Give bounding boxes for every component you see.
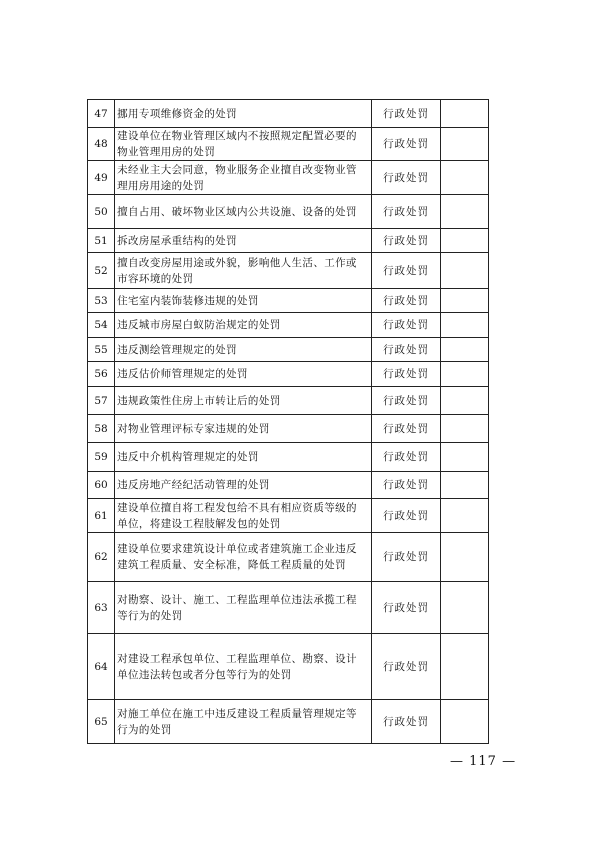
item-name: 对勘察、设计、施工、工程监理单位违法承揽工程等行为的处罚 [115, 582, 372, 634]
item-name: 建设单位在物业管理区域内不按照规定配置必要的物业管理用房的处罚 [115, 128, 372, 161]
power-type: 行政处罚 [372, 313, 440, 338]
empty-cell [440, 195, 488, 229]
power-type: 行政处罚 [372, 582, 440, 634]
empty-cell [440, 634, 488, 700]
item-name: 擅自改变房屋用途或外貌，影响他人生活、工作或市容环境的处罚 [115, 253, 372, 289]
row-number: 55 [88, 338, 115, 362]
power-type: 行政处罚 [372, 443, 440, 472]
table-row [88, 128, 489, 161]
power-type: 行政处罚 [372, 533, 440, 582]
page-number: — 117 — [450, 754, 517, 769]
table-row [88, 289, 489, 313]
empty-cell [440, 253, 488, 289]
item-name: 未经业主大会同意，物业服务企业擅自改变物业管理用房用途的处罚 [115, 161, 372, 195]
item-name: 违反估价师管理规定的处罚 [115, 362, 372, 387]
empty-cell [440, 289, 488, 313]
empty-cell [440, 128, 488, 161]
row-number: 54 [88, 313, 115, 338]
row-number: 49 [88, 161, 115, 195]
table-row [88, 443, 489, 472]
table-row [88, 533, 489, 582]
row-number: 48 [88, 128, 115, 161]
row-number: 61 [88, 499, 115, 533]
empty-cell [440, 582, 488, 634]
power-type: 行政处罚 [372, 700, 440, 744]
table-body [88, 100, 489, 744]
power-type: 行政处罚 [372, 128, 440, 161]
item-name: 对物业管理评标专家违规的处罚 [115, 415, 372, 443]
row-number: 51 [88, 229, 115, 253]
row-number: 58 [88, 415, 115, 443]
empty-cell [440, 472, 488, 499]
empty-cell [440, 362, 488, 387]
empty-cell [440, 499, 488, 533]
empty-cell [440, 700, 488, 744]
table-row [88, 362, 489, 387]
empty-cell [440, 161, 488, 195]
empty-cell [440, 229, 488, 253]
power-type: 行政处罚 [372, 253, 440, 289]
empty-cell [440, 338, 488, 362]
power-type: 行政处罚 [372, 415, 440, 443]
table-row [88, 195, 489, 229]
table-row [88, 100, 489, 128]
power-type: 行政处罚 [372, 289, 440, 313]
table-row [88, 161, 489, 195]
empty-cell [440, 100, 488, 128]
empty-cell [440, 415, 488, 443]
empty-cell [440, 313, 488, 338]
item-name: 挪用专项维修资金的处罚 [115, 100, 372, 128]
table-row [88, 387, 489, 415]
penalty-items-table [87, 99, 489, 744]
power-type: 行政处罚 [372, 387, 440, 415]
item-name: 建设单位擅自将工程发包给不具有相应资质等级的单位，将建设工程肢解发包的处罚 [115, 499, 372, 533]
item-name: 对建设工程承包单位、工程监理单位、勘察、设计单位违法转包或者分包等行为的处罚 [115, 634, 372, 700]
item-name: 违反城市房屋白蚁防治规定的处罚 [115, 313, 372, 338]
power-type: 行政处罚 [372, 362, 440, 387]
table-row [88, 700, 489, 744]
row-number: 53 [88, 289, 115, 313]
table-row [88, 229, 489, 253]
row-number: 52 [88, 253, 115, 289]
empty-cell [440, 533, 488, 582]
row-number: 64 [88, 634, 115, 700]
power-type: 行政处罚 [372, 229, 440, 253]
item-name: 拆改房屋承重结构的处罚 [115, 229, 372, 253]
table-row [88, 338, 489, 362]
row-number: 62 [88, 533, 115, 582]
table-row [88, 253, 489, 289]
table-row [88, 415, 489, 443]
row-number: 65 [88, 700, 115, 744]
item-name: 违反房地产经纪活动管理的处罚 [115, 472, 372, 499]
row-number: 50 [88, 195, 115, 229]
item-name: 违反中介机构管理规定的处罚 [115, 443, 372, 472]
power-type: 行政处罚 [372, 472, 440, 499]
empty-cell [440, 443, 488, 472]
item-name: 违规政策性住房上市转让后的处罚 [115, 387, 372, 415]
table-row [88, 499, 489, 533]
row-number: 57 [88, 387, 115, 415]
power-type: 行政处罚 [372, 499, 440, 533]
table-row [88, 313, 489, 338]
row-number: 47 [88, 100, 115, 128]
table-row [88, 582, 489, 634]
row-number: 59 [88, 443, 115, 472]
power-type: 行政处罚 [372, 100, 440, 128]
item-name: 建设单位要求建筑设计单位或者建筑施工企业违反建筑工程质量、安全标准，降低工程质量的处罚 [115, 533, 372, 582]
row-number: 63 [88, 582, 115, 634]
row-number: 60 [88, 472, 115, 499]
power-type: 行政处罚 [372, 161, 440, 195]
power-type: 行政处罚 [372, 634, 440, 700]
table-row [88, 634, 489, 700]
empty-cell [440, 387, 488, 415]
item-name: 擅自占用、破坏物业区域内公共设施、设备的处罚 [115, 195, 372, 229]
item-name: 对施工单位在施工中违反建设工程质量管理规定等行为的处罚 [115, 700, 372, 744]
table-row [88, 472, 489, 499]
power-type: 行政处罚 [372, 195, 440, 229]
row-number: 56 [88, 362, 115, 387]
item-name: 违反测绘管理规定的处罚 [115, 338, 372, 362]
power-type: 行政处罚 [372, 338, 440, 362]
item-name: 住宅室内装饰装修违规的处罚 [115, 289, 372, 313]
